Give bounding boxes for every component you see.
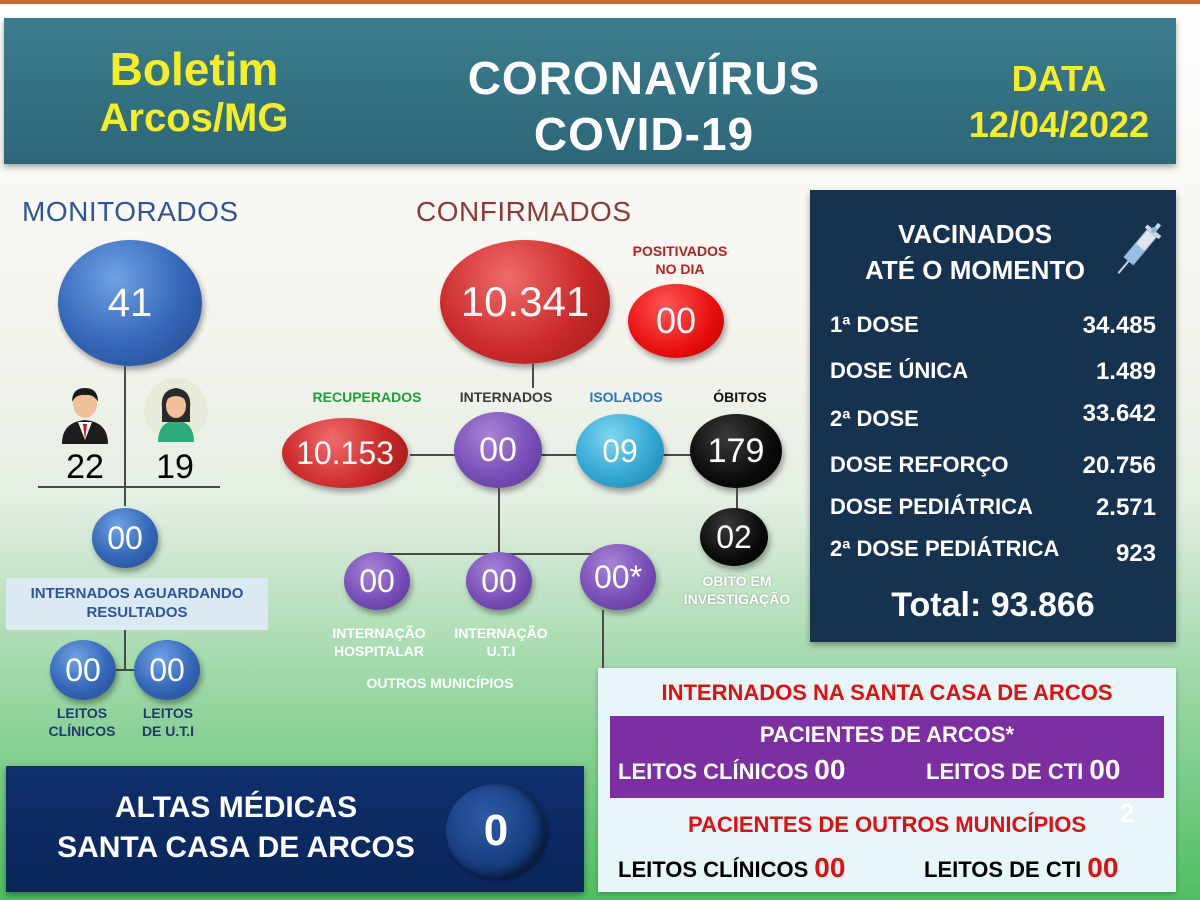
vac-row-5-label: DOSE PEDIÁTRICA [830,494,1033,519]
header-title [404,50,884,162]
vac-row-2-label: DOSE ÚNICA [830,358,969,383]
leitos-uti-label [118,704,218,740]
leitos-uti-value: 00 [134,640,200,700]
city-label: Arcos/MG [99,96,289,140]
outros-clinicos [618,852,845,884]
internados-label: INTERNADOS [459,389,553,405]
man-icon [58,382,112,444]
vacinados-title-2: ATÉ O MOMENTO [864,255,1086,285]
arcos-cti-label: LEITOS DE CTI [926,759,1084,784]
outros-patients-title: PACIENTES DE OUTROS MUNICÍPIOS [687,812,1087,837]
santa-casa-title: INTERNADOS NA SANTA CASA DE ARCOS [661,680,1113,705]
investigacao-label-1: ÓBITO EM [702,573,772,589]
monitorados-connector [124,366,126,506]
women-count: 19 [156,448,194,486]
positivados-label-1: POSITIVADOS [632,243,728,259]
title-line-2: COVID-19 [533,108,755,160]
investigacao-value: 02 [700,508,768,566]
men-count: 22 [66,448,104,486]
outros-label: OUTROS MUNICÍPIOS [366,675,514,691]
uti-label [438,624,564,660]
confirmados-title: CONFIRMADOS [416,196,632,227]
vac-row-1-value: 34.485 [1082,312,1156,339]
outros-cti-value: 00 [1087,852,1119,883]
obitos-label: ÓBITOS [713,389,767,405]
vacinados-title [840,216,1110,288]
boletim-label: Boletim [109,43,279,95]
header-banner [4,18,1176,164]
positivados-label-2: NO DIA [655,261,705,277]
title-line-1: CORONAVÍRUS [467,52,821,104]
vacinados-panel [810,190,1176,642]
altas-panel [6,766,584,892]
outros-clinicos-value: 00 [814,852,846,883]
leitos-clinicos-label-2: CLÍNICOS [48,723,116,739]
leitos-uti-label-1: LEITOS [142,705,194,721]
vac-row-6-value: 923 [1115,540,1156,567]
vac-row-5-value: 2.571 [1095,494,1156,521]
vac-row-6-label: 2ª DOSE PEDIÁTRICA [830,536,1060,561]
altas-label-1: ALTAS MÉDICAS [114,791,358,824]
vacinados-title-1: VACINADOS [897,219,1053,249]
header-date [934,56,1184,148]
arcos-patients-title: PACIENTES DE ARCOS* [759,722,1015,747]
arcos-cti-value: 00 [1089,754,1121,785]
uti-label-2: U.T.I [486,643,516,659]
date-value: 12/04/2022 [968,104,1150,145]
arcos-patients-box [610,716,1164,798]
uti-label-1: INTERNAÇÃO [454,625,548,641]
vac-row-4-value: 20.756 [1082,452,1156,479]
obitos-value: 179 [690,414,782,488]
date-label: DATA [1011,58,1107,99]
hospitalar-label [316,624,442,660]
vac-row-2-value: 1.489 [1095,358,1156,385]
confirmados-total: 10.341 [440,240,610,364]
leitos-clinicos-label-1: LEITOS [56,705,108,721]
isolados-label: ISOLADOS [589,389,663,405]
santa-casa-panel [598,668,1176,892]
vacinados-total: Total: 93.866 [891,586,1095,624]
aguardando-label-box [6,578,268,630]
vac-row-3-value: 33.642 [1082,400,1156,427]
investigacao-label-2: INVESTIGAÇÃO [683,591,791,607]
vac-row-4-label: DOSE REFORÇO [830,452,1009,477]
recuperados-label: RECUPERADOS [312,389,422,405]
obitos-connector [736,488,738,510]
woman-icon [144,378,208,442]
vac-row-1-label: 1ª DOSE [830,312,919,337]
hospitalar-label-2: HOSPITALAR [334,643,424,659]
syringe-icon [1112,216,1162,286]
leitos-uti-label-2: DE U.T.I [141,723,195,739]
altas-label-2: SANTA CASA DE ARCOS [57,831,415,864]
leitos-clinicos-label [32,704,132,740]
arcos-clinicos-label: LEITOS CLÍNICOS [618,759,809,784]
internados-value: 00 [454,412,542,488]
aguardando-label: INTERNADOS AGUARDANDO RESULTADOS [30,585,244,621]
leitos-connector [124,630,126,670]
positivados-label [620,242,740,278]
arcos-clinicos-value: 00 [814,754,846,785]
leitos-clinicos-value: 00 [50,640,116,700]
altas-label [26,788,446,868]
positivados-value: 00 [628,284,724,358]
outros-cti [924,852,1118,884]
confirmados-connector [532,364,534,388]
aguardando-value: 00 [92,508,158,568]
outros-value: 00* [580,544,656,610]
page-number: 2 [1120,798,1135,828]
recuperados-value: 10.153 [282,418,408,488]
hospitalar-label-1: INTERNAÇÃO [332,625,426,641]
vac-row-3-label: 2ª DOSE [830,406,919,431]
monitorados-title: MONITORADOS [22,196,239,227]
uti-value: 00 [466,552,532,610]
internados-connector [498,488,500,554]
header-location [74,44,314,142]
investigacao-label [672,572,802,608]
outros-cti-label: LEITOS DE CTI [924,857,1082,882]
hospitalar-value: 00 [344,552,410,610]
arcos-clinicos [618,754,845,786]
altas-value: 0 [446,784,546,878]
monitorados-total: 41 [58,240,202,366]
outros-clinicos-label: LEITOS CLÍNICOS [618,857,809,882]
arcos-cti [926,754,1120,786]
isolados-value: 09 [576,414,664,488]
